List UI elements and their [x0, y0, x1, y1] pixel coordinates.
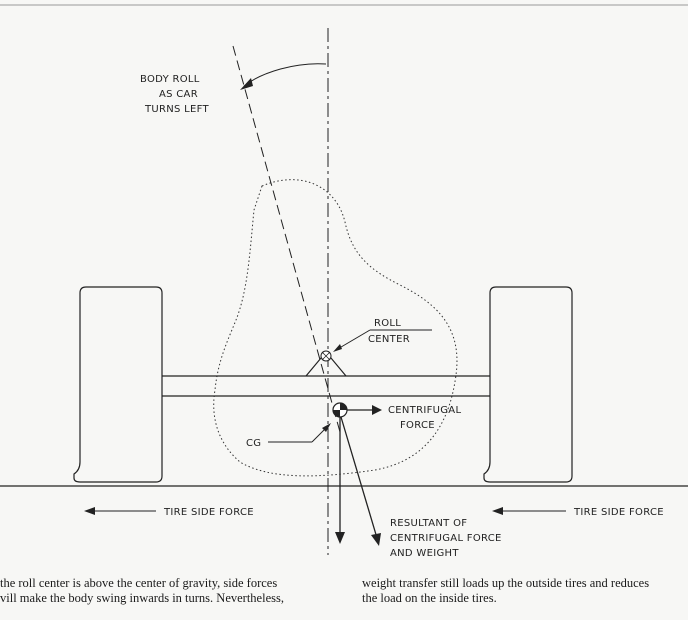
resultant-arrow — [341, 417, 377, 538]
body-roll-label-3: TURNS LEFT — [145, 104, 209, 115]
caption-left-line-1: the roll center is above the center of gravity, side forces — [0, 576, 278, 590]
centrifugal-label-1: CENTRIFUGAL — [388, 405, 462, 416]
body-roll-label-1: BODY ROLL — [140, 74, 200, 85]
car-body-outline — [214, 180, 457, 476]
weight-arrowhead — [335, 532, 345, 544]
caption-right — [362, 576, 688, 606]
resultant-label-1: RESULTANT OF — [390, 518, 468, 529]
centrifugal-label-2: FORCE — [400, 420, 435, 431]
resultant-label-3: AND WEIGHT — [390, 548, 459, 559]
body-roll-axis — [233, 46, 340, 432]
caption-left — [0, 576, 330, 606]
roll-center-label-1: ROLL — [374, 318, 402, 329]
tire-side-force-left-label: TIRE SIDE FORCE — [164, 507, 254, 518]
resultant-arrowhead — [371, 533, 381, 546]
caption-left-line-2: vill make the body swing inwards in turns. Nevertheless, — [0, 591, 284, 605]
right-tire — [484, 287, 572, 482]
left-tire — [74, 287, 162, 482]
caption-right-line-1: weight transfer still loads up the outside tires and reduces — [362, 576, 650, 590]
body-roll-arc — [244, 64, 326, 86]
cg-label: CG — [246, 438, 262, 449]
roll-center-label-2: CENTER — [368, 334, 410, 345]
body-roll-label-2: AS CAR — [159, 89, 198, 100]
caption-right-line-2: the load on the inside tires. — [362, 591, 497, 605]
tire-side-force-right-label: TIRE SIDE FORCE — [574, 507, 664, 518]
centrifugal-force-arrowhead — [372, 405, 382, 415]
resultant-label-2: CENTRIFUGAL FORCE — [390, 533, 502, 544]
